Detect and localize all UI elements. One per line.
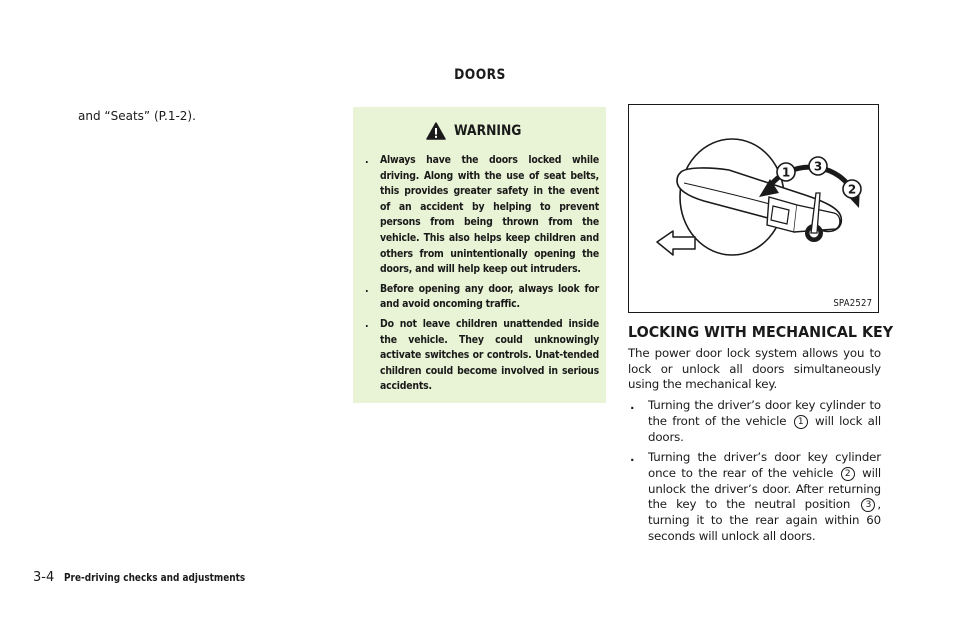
list-item: . Turning the driver’s door key cylinder once to the rear of the vehicle 2 will unlock the driver’s door. After returning the key to the neutral position 3 , turning it to the rear again within 60 seconds will unlock all doors.: [630, 450, 882, 543]
page-number: 3-4: [33, 570, 55, 585]
callout-2: [843, 180, 861, 198]
page-header: DOORS: [454, 67, 506, 83]
callout-ref: 2: [841, 467, 855, 481]
door-handle-illustration: [628, 104, 879, 313]
warning-box: [353, 107, 606, 403]
list-item: . Turning the driver’s door key cylinder to the front of the vehicle 1 will lock all doors.: [630, 398, 881, 444]
door-handle-drawing: [629, 105, 880, 314]
left-column-text: and “Seats” (P.1-2).: [78, 109, 196, 123]
warning-triangle-icon: [426, 122, 446, 140]
callout-ref: 3: [861, 498, 875, 512]
intro-paragraph: The power door lock system allows you to lock or unlock all doors simultaneously using the mechanical key.: [628, 346, 881, 392]
section-body: [628, 346, 881, 544]
svg-text:1: 1: [781, 165, 791, 180]
warning-title: WARNING: [453, 122, 522, 139]
warning-list: [365, 153, 599, 399]
section-title: LOCKING WITH MECHANICAL KEY: [628, 323, 894, 341]
callout-1: [777, 163, 795, 181]
warning-item: . Do not leave children unattended inside the vehicle. They could unknowingly activate switches or controls. Unat-tended children could become involved in serious accidents.: [365, 317, 599, 393]
svg-text:3: 3: [813, 159, 823, 174]
chapter-title: Pre-driving checks and adjustments: [64, 572, 246, 584]
warning-header: [353, 120, 606, 140]
page-footer: [33, 566, 277, 585]
callout-ref: 1: [794, 415, 808, 429]
figure-label: SPA2527: [833, 298, 872, 309]
callout-3: [809, 157, 827, 175]
warning-item: . Before opening any door, always look for and avoid oncoming traffic.: [365, 282, 599, 311]
svg-text:2: 2: [847, 182, 857, 197]
warning-item: . Always have the doors locked while driving. Along with the use of seat belts, this provides greater safety in the event of an accident by helping to prevent persons from being thrown from the vehicle. This also helps keep children and others from unintentionally opening the doors, and will help keep out intruders.: [365, 154, 599, 276]
